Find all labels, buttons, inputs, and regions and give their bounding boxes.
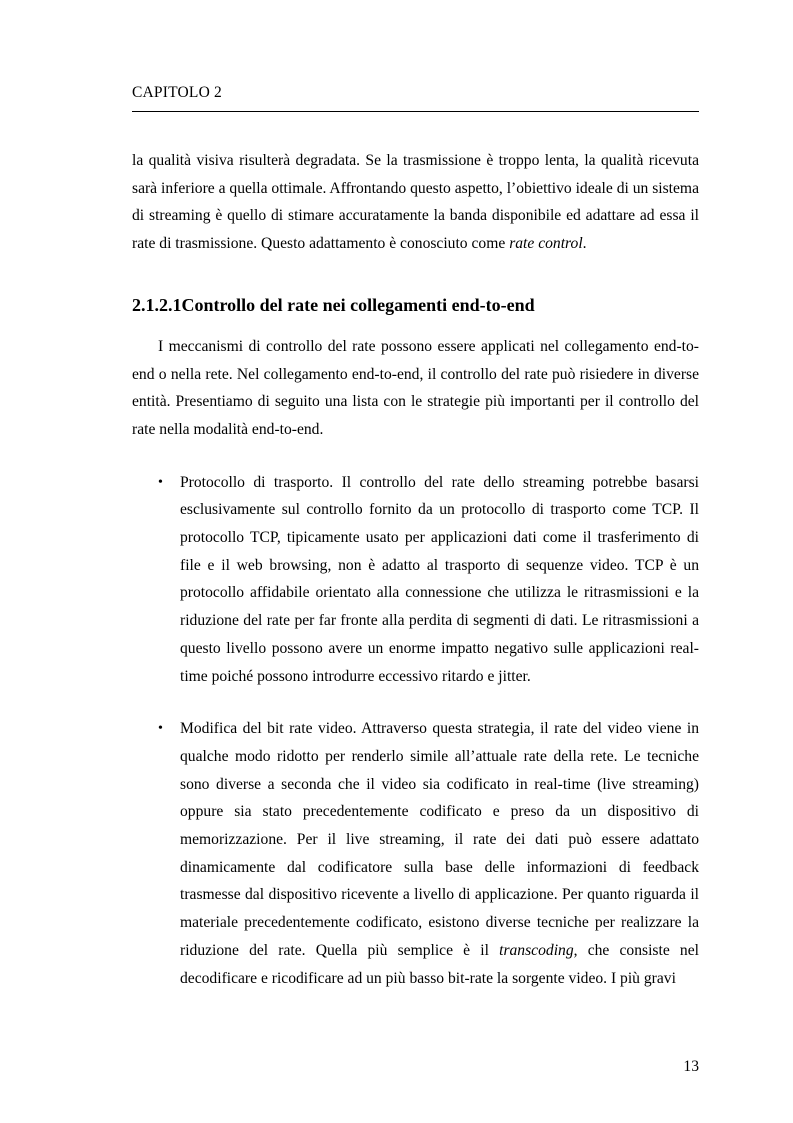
list-item-text bbox=[180, 715, 699, 992]
list-item bbox=[132, 715, 699, 992]
section-heading: 2.1.2.1Controllo del rate nei collegamenti end-to-end bbox=[132, 294, 535, 315]
paragraph-rate-control: I meccanismi di controllo del rate possono essere applicati nel collegamento end-to-end o nella rete. Nel collegamento end-to-end, il controllo del rate può risiedere in diverse entità. Presentiamo di seguito una lista con le strategie più importanti per il controllo del rate nella modalità end-to-end. bbox=[132, 337, 699, 438]
transcoding-term: transcoding bbox=[499, 941, 574, 959]
list-item-text-after: , che consiste nel decodificare e ricodificare ad un più basso bit-rate la sorgente video. I più gravi bbox=[180, 941, 699, 987]
page-number: 13 bbox=[683, 1058, 699, 1075]
list-item bbox=[132, 469, 699, 691]
list-item-text: Protocollo di trasporto. Il controllo del rate dello streaming potrebbe basarsi esclusivamente sul controllo fornito da un protocollo di trasporto come TCP. Il protocollo TCP, tipicamente usato per applicazioni dati come il trasferimento di file e il web browsing, non è adatto al trasporto di sequenze video. TCP è un protocollo affidabile orientato alla connessione che utilizza le ritrasmissioni e la riduzione del rate per far fronte alla perdita di segmenti di dati. Le ritrasmissioni a questo livello possono avere un enorme impatto negativo sulle applicazioni real-time poiché possono introdurre eccessivo ritardo e jitter. bbox=[180, 473, 699, 685]
header-rule bbox=[132, 111, 699, 112]
paragraph-intro-text: la qualità visiva risulterà degradata. Se la trasmissione è troppo lenta, la qualità ricevuta sarà inferiore a quella ottimale. Affrontando questo aspetto, l’obiettivo ideale di un sistema di streaming è quello di stimare accuratamente la banda disponibile ed adattare ad essa il rate di trasmissione. Questo adattamento è conosciuto come bbox=[132, 152, 699, 253]
page-body bbox=[132, 147, 699, 1017]
strategy-list bbox=[132, 469, 699, 993]
bullet-icon: • bbox=[158, 474, 163, 490]
running-header: CAPITOLO 2 bbox=[132, 84, 222, 101]
paragraph-intro-end: . bbox=[582, 235, 587, 253]
rate-control-term: rate control bbox=[509, 235, 583, 253]
list-item-text-before: Modifica del bit rate video. Attraverso questa strategia, il rate del video viene in qualche modo ridotto per renderlo simile all’attuale rate della rete. Le tecniche sono diverse a seconda che il video sia codificato in real-time (live streaming) oppure sia stato precedentemente codificato e preso da un dispositivo di memorizzazione. Per il live streaming, il rate dei dati può essere adattato dinamicamente dal codificatore sulla base delle informazioni di feedback trasmesse dal dispositivo ricevente a livello di applicazione. Per quanto riguarda il materiale precedentemente codificato, esistono diverse tecniche per realizzare la riduzione del rate. Quella più semplice è il bbox=[180, 720, 699, 959]
bullet-icon: • bbox=[158, 721, 163, 737]
paragraph-intro bbox=[132, 147, 699, 258]
